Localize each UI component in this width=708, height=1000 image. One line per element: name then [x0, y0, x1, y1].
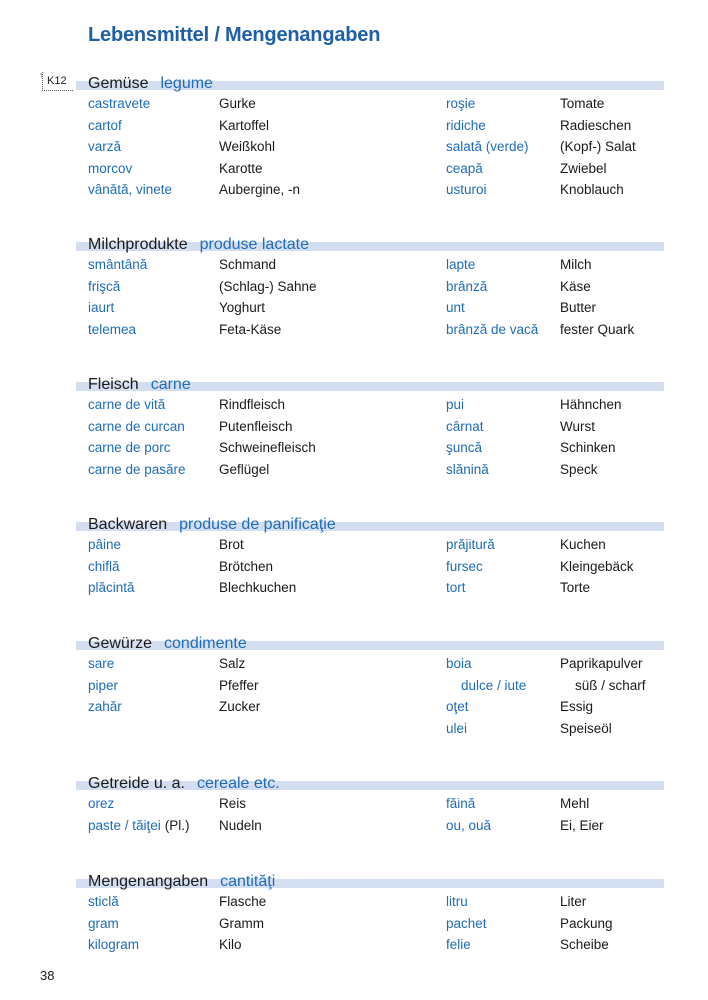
section-heading	[88, 514, 336, 536]
section-heading-german: Backwaren	[88, 516, 168, 533]
german-term	[560, 696, 593, 717]
romanian-term-text: ou, ouă	[446, 817, 492, 833]
section-heading-romanian: produse lactate	[199, 236, 310, 253]
section-heading-german: Milchprodukte	[88, 236, 188, 253]
romanian-term-text: sticlă	[88, 894, 119, 909]
german-term-text: Aubergine, -n	[219, 182, 301, 198]
german-term-text: Schinken	[560, 440, 616, 456]
section-heading-romanian: produse de panificaţie	[179, 516, 336, 533]
german-term	[219, 459, 269, 480]
vocab-row	[0, 891, 708, 912]
vocab-row	[0, 534, 708, 555]
vocab-row	[0, 115, 708, 136]
german-term-text: Käse	[560, 278, 591, 294]
romanian-term	[88, 437, 171, 458]
romanian-term	[446, 556, 483, 577]
german-term	[560, 577, 590, 598]
german-term-text: Gramm	[219, 915, 264, 931]
romanian-term	[446, 815, 491, 836]
romanian-term-text: litru	[446, 894, 468, 909]
romanian-term	[446, 93, 475, 114]
section-heading-romanian: cantităţi	[220, 873, 276, 890]
german-term-text: Karotte	[219, 160, 263, 176]
german-term	[219, 891, 266, 912]
german-term-text: Butter	[560, 300, 597, 316]
german-term-text: (Schlag-) Sahne	[219, 278, 317, 294]
vocab-row	[0, 793, 708, 814]
section-heading-german: Mengenangaben	[88, 873, 209, 890]
romanian-term	[88, 653, 114, 674]
romanian-term	[446, 534, 495, 555]
german-term-text: Kartoffel	[219, 117, 270, 133]
romanian-term	[88, 416, 185, 437]
romanian-term	[446, 793, 475, 814]
german-term-text: Pfeffer	[219, 677, 259, 693]
vocab-row	[0, 179, 708, 200]
german-term-text: Paprikapulver	[560, 656, 643, 671]
romanian-term	[446, 653, 472, 674]
romanian-term-text: paste / tăiţei	[88, 817, 161, 833]
romanian-term-text: telemea	[88, 321, 137, 337]
plural-note: (Pl.)	[164, 817, 190, 833]
german-term	[219, 93, 256, 114]
romanian-term	[446, 891, 468, 912]
romanian-term	[446, 718, 467, 739]
romanian-term	[446, 577, 466, 598]
german-term-text: Scheibe	[560, 937, 609, 953]
german-term	[560, 934, 609, 955]
romanian-term	[88, 158, 132, 179]
german-term	[560, 276, 591, 297]
romanian-term-text: prăjitură	[446, 537, 495, 552]
german-term-text: Speiseöl	[560, 720, 612, 736]
german-term	[219, 276, 317, 297]
romanian-term-text: vânătă, vinete	[88, 182, 173, 198]
vocab-row	[0, 653, 708, 674]
german-term	[219, 815, 262, 836]
romanian-term	[446, 276, 487, 297]
vocab-row	[0, 276, 708, 297]
romanian-term-text: ulei	[446, 720, 468, 736]
german-term-text: Yoghurt	[219, 300, 266, 316]
german-term-text: Brötchen	[219, 558, 274, 574]
german-term	[219, 437, 316, 458]
section-heading	[88, 234, 309, 256]
romanian-term	[446, 297, 465, 318]
german-term-text: Wurst	[560, 418, 596, 434]
romanian-term	[88, 319, 136, 340]
vocab-row	[0, 394, 708, 415]
german-term	[219, 934, 242, 955]
romanian-term-text: frişcă	[88, 278, 121, 294]
romanian-term	[88, 534, 121, 555]
romanian-term-text: carne de vită	[88, 397, 166, 412]
romanian-term-text: pachet	[446, 915, 487, 931]
romanian-term-text: dulce / iute	[461, 677, 527, 693]
romanian-term-text: cartof	[88, 117, 122, 133]
german-term	[219, 696, 260, 717]
romanian-term	[88, 136, 121, 157]
vocab-row	[0, 416, 708, 437]
romanian-term-text: boia	[446, 656, 472, 671]
romanian-term	[446, 437, 482, 458]
german-term-text: Rindfleisch	[219, 397, 286, 412]
romanian-term-text: ridiche	[446, 117, 486, 133]
german-term	[560, 793, 589, 814]
romanian-term	[88, 276, 120, 297]
german-term-text: Reis	[219, 796, 247, 811]
german-term-text: (Kopf-) Salat	[560, 139, 636, 155]
romanian-term-text: morcov	[88, 160, 133, 176]
section-heading-romanian: condimente	[164, 635, 247, 652]
section-heading-german: Getreide u. a.	[88, 775, 185, 792]
romanian-term-text: ceapă	[446, 160, 483, 176]
page-number: 38	[40, 968, 55, 983]
romanian-term	[446, 459, 489, 480]
vocab-row	[0, 934, 708, 955]
german-term	[560, 718, 612, 739]
german-term	[560, 416, 595, 437]
german-term	[575, 675, 646, 696]
german-term-text: Essig	[560, 699, 594, 715]
german-term	[219, 675, 259, 696]
german-term	[219, 394, 285, 415]
romanian-term-text: cârnat	[446, 418, 484, 434]
romanian-term	[88, 297, 114, 318]
german-term	[219, 577, 296, 598]
romanian-term	[88, 115, 122, 136]
romanian-term-text: slănină	[446, 461, 489, 477]
german-term	[560, 437, 616, 458]
german-term	[560, 179, 624, 200]
german-term	[560, 297, 596, 318]
german-term	[560, 254, 592, 275]
german-term	[560, 459, 598, 480]
german-term-text: Salz	[219, 656, 246, 671]
german-term	[219, 556, 273, 577]
romanian-term	[446, 913, 487, 934]
german-term-text: Ei, Eier	[560, 817, 604, 833]
german-term	[560, 534, 606, 555]
romanian-term-text: varză	[88, 139, 122, 155]
romanian-term	[88, 675, 118, 696]
german-term-text: Schmand	[219, 257, 277, 272]
german-term-text: süß / scharf	[575, 677, 646, 693]
romanian-term-text: fursec	[446, 558, 483, 574]
vocab-row	[0, 718, 708, 739]
section-heading-romanian: legume	[160, 75, 213, 92]
section-heading	[88, 773, 280, 795]
german-term	[219, 534, 244, 555]
vocab-row	[0, 556, 708, 577]
german-term-text: Feta-Käse	[219, 321, 282, 337]
vocab-row	[0, 254, 708, 275]
vocab-row	[0, 437, 708, 458]
german-term-text: Liter	[560, 894, 587, 909]
section-heading-romanian: cereale etc.	[196, 775, 280, 792]
vocab-row	[0, 913, 708, 934]
romanian-term	[446, 115, 486, 136]
romanian-term-text: zahăr	[88, 699, 122, 715]
german-term	[219, 297, 265, 318]
german-term-text: Gurke	[219, 96, 256, 111]
german-term-text: Weißkohl	[219, 139, 276, 155]
romanian-term-text: roşie	[446, 96, 476, 111]
german-term	[219, 653, 245, 674]
romanian-term-text: usturoi	[446, 182, 487, 198]
german-term-text: Flasche	[219, 894, 267, 909]
romanian-term	[461, 675, 526, 696]
german-term-text: Hähnchen	[560, 397, 622, 412]
german-term	[219, 115, 269, 136]
chapter-marker-label: K12	[47, 75, 67, 87]
romanian-term-text: smântână	[88, 257, 148, 272]
german-term-text: Zwiebel	[560, 160, 607, 176]
romanian-term	[88, 179, 172, 200]
section-heading-german: Fleisch	[88, 376, 139, 393]
romanian-term-text: kilogram	[88, 937, 140, 953]
section-heading	[88, 73, 213, 95]
vocab-row	[0, 675, 708, 696]
chapter-marker	[39, 70, 73, 91]
romanian-term	[88, 934, 139, 955]
section-heading-romanian: carne	[150, 376, 191, 393]
romanian-term	[446, 179, 487, 200]
section-heading-german: Gewürze	[88, 635, 153, 652]
vocab-row	[0, 319, 708, 340]
romanian-term	[88, 696, 122, 717]
german-term	[219, 136, 275, 157]
german-term	[219, 416, 293, 437]
arrow-up-icon: ↑	[39, 70, 44, 80]
german-term	[560, 93, 604, 114]
german-term-text: Speck	[560, 461, 598, 477]
section-heading	[88, 871, 275, 893]
german-term-text: Kleingebäck	[560, 558, 634, 574]
german-term-text: Nudeln	[219, 817, 262, 833]
romanian-term-text: şuncă	[446, 440, 483, 456]
german-term-text: Putenfleisch	[219, 418, 293, 434]
vocab-row	[0, 158, 708, 179]
german-term-text: Zucker	[219, 699, 261, 715]
section-heading	[88, 374, 191, 396]
german-term-text: Kuchen	[560, 537, 606, 552]
german-term	[219, 913, 264, 934]
german-term-text: Brot	[219, 537, 244, 552]
german-term	[560, 913, 613, 934]
vocab-row	[0, 136, 708, 157]
romanian-term-text: orez	[88, 796, 115, 811]
romanian-term-text: tort	[446, 580, 466, 596]
german-term	[219, 319, 281, 340]
romanian-term-text: brânză de vacă	[446, 321, 539, 337]
german-term-text: Radieschen	[560, 117, 632, 133]
german-term	[560, 115, 631, 136]
german-term	[219, 254, 276, 275]
romanian-term	[446, 394, 464, 415]
vocab-row	[0, 297, 708, 318]
romanian-term	[446, 319, 538, 340]
romanian-term-text: brânză	[446, 278, 488, 294]
german-term-text: Milch	[560, 257, 592, 272]
vocab-row	[0, 459, 708, 480]
romanian-term-text: pâine	[88, 537, 122, 552]
german-term	[560, 815, 604, 836]
romanian-term-text: carne de pasăre	[88, 461, 186, 477]
romanian-term	[88, 891, 119, 912]
vocab-row	[0, 577, 708, 598]
romanian-term-text: plăcintă	[88, 580, 135, 596]
vocab-row	[0, 696, 708, 717]
romanian-term	[88, 394, 165, 415]
german-term-text: Schweinefleisch	[219, 440, 316, 456]
romanian-term-text: sare	[88, 656, 115, 671]
romanian-term	[446, 254, 475, 275]
german-term-text: Torte	[560, 580, 591, 596]
german-term-text: Packung	[560, 915, 613, 931]
section-heading	[88, 633, 247, 655]
german-term-text: Mehl	[560, 796, 590, 811]
romanian-term-text: salată (verde)	[446, 139, 529, 155]
german-term	[219, 158, 263, 179]
romanian-term	[446, 158, 483, 179]
section-heading-german: Gemüse	[88, 75, 149, 92]
romanian-term	[446, 696, 469, 717]
romanian-term	[88, 93, 150, 114]
romanian-term	[446, 934, 471, 955]
romanian-term-text: chiflă	[88, 558, 120, 574]
romanian-term	[88, 459, 186, 480]
vocab-row	[0, 93, 708, 114]
romanian-term-text: pui	[446, 397, 465, 412]
german-term	[560, 891, 586, 912]
romanian-term	[88, 815, 190, 836]
german-term-text: Kilo	[219, 937, 242, 953]
romanian-term	[446, 136, 529, 157]
german-term-text: Knoblauch	[560, 182, 624, 198]
romanian-term-text: gram	[88, 915, 119, 931]
romanian-term	[88, 556, 120, 577]
german-term	[560, 556, 634, 577]
german-term	[560, 653, 643, 674]
romanian-term-text: oţet	[446, 699, 469, 715]
romanian-term-text: piper	[88, 677, 119, 693]
german-term-text: Blechkuchen	[219, 580, 297, 596]
romanian-term	[88, 793, 114, 814]
page-title: Lebensmittel / Mengenangaben	[88, 24, 381, 46]
romanian-term-text: castravete	[88, 96, 151, 111]
romanian-term-text: făină	[446, 796, 476, 811]
romanian-term	[88, 577, 135, 598]
romanian-term	[88, 254, 147, 275]
romanian-term-text: iaurt	[88, 300, 115, 316]
german-term	[560, 319, 634, 340]
romanian-term-text: carne de porc	[88, 440, 171, 456]
german-term	[560, 136, 636, 157]
romanian-term-text: lapte	[446, 257, 476, 272]
romanian-term-text: unt	[446, 300, 465, 316]
german-term	[219, 179, 300, 200]
german-term	[560, 394, 622, 415]
german-term-text: fester Quark	[560, 321, 635, 337]
german-term-text: Geflügel	[219, 461, 270, 477]
german-term	[560, 158, 607, 179]
romanian-term	[88, 913, 119, 934]
german-term	[219, 793, 246, 814]
german-term-text: Tomate	[560, 96, 605, 111]
vocab-row	[0, 815, 708, 836]
romanian-term-text: carne de curcan	[88, 418, 185, 434]
romanian-term-text: felie	[446, 937, 471, 953]
romanian-term	[446, 416, 484, 437]
